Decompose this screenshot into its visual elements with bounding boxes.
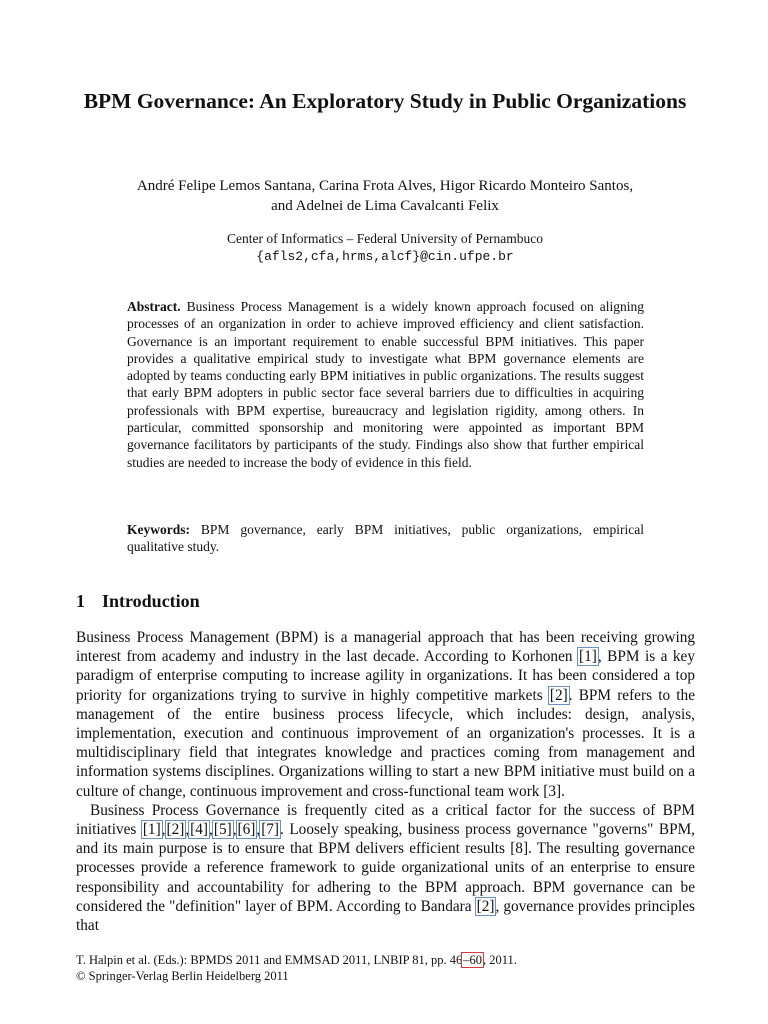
citation-link[interactable]: [7] bbox=[261, 821, 280, 839]
text-run: T. Halpin et al. (Eds.): BPMDS 2011 and EMMSAD 2011, LNBIP 81, pp. 46 bbox=[76, 953, 463, 967]
text-run: , 2011. bbox=[482, 953, 517, 967]
abstract-text: Business Process Management is a widely known approach focused on aligning processes of an organization in order to achieve improved efficiency and client satisfaction. Governance is an important requirement to enable successful BPM initiatives. This paper provides a qualitative empirical study to investigate what BPM governance elements are adopted by teams conducting early BPM initiatives in public organizations. The results suggest that early BPM adopters in public sector face several barriers due to difficulties in acquiring professionals with BPM expertise, bureaucracy and legislation rigidity, among others. In particular, committed sponsorship and monitoring were appointed as important BPM governance facilitators by participants of the study. Findings also show that further empirical studies are needed to increase the body of evidence in this field. bbox=[127, 299, 644, 470]
keywords-text: BPM governance, early BPM initiatives, public organizations, empirical qualitative study. bbox=[127, 522, 645, 555]
citation-link[interactable]: [1] bbox=[142, 821, 161, 839]
paragraph-2 bbox=[76, 801, 695, 935]
citation-link[interactable]: [4] bbox=[190, 821, 209, 839]
keywords bbox=[127, 521, 644, 556]
section-title: Introduction bbox=[102, 591, 200, 611]
citation-link[interactable]: [2] bbox=[476, 897, 495, 915]
citation-link[interactable]: [1] bbox=[579, 648, 597, 666]
text-run: , bbox=[209, 821, 213, 839]
text-run: Business Process Governance is frequently cited as a critical factor for the success of BPM initiatives bbox=[76, 801, 695, 839]
section-body bbox=[76, 628, 695, 935]
section-heading bbox=[76, 589, 200, 613]
page-range-link[interactable]: –60 bbox=[463, 953, 482, 967]
citation-link[interactable]: [5] bbox=[213, 821, 232, 839]
footer-line-1 bbox=[76, 952, 695, 968]
keywords-label: Keywords: bbox=[127, 522, 190, 537]
abstract-label: Abstract. bbox=[127, 299, 181, 314]
text-run: . Loosely speaking, business process governance "governs" BPM, and its main purpose is to ensure that BPM delivers efficient results [8]. The resulting governance processes provide a reference framework to guide organizational units of an enterprise to ensure responsibility and accountability for adhering to the BPM approach. BPM governance can be considered the "definition" layer of BPM. According to Bandara bbox=[76, 821, 696, 915]
paragraph-1 bbox=[76, 628, 695, 801]
paper-title: BPM Governance: An Exploratory Study in Public Organizations bbox=[83, 89, 687, 113]
text-run: . BPM refers to the management of the entire business process lifecycle, which includes: design, analysis, implementation, execution and continuous improvement of an organization's processes. It is a multidisciplinary field that integrates knowledge and practices coming from management and information systems disciplines. Organizations willing to start a new BPM initiative must build on a culture of change, continuous improvement and cross-functional team work [3]. bbox=[76, 686, 695, 800]
text-run: , bbox=[232, 821, 237, 839]
text-run: , bbox=[161, 821, 166, 839]
citation-link[interactable]: [2] bbox=[549, 686, 568, 704]
citation-link[interactable]: [2] bbox=[166, 821, 185, 839]
section-number: 1 bbox=[76, 591, 85, 611]
authors-line-2: and Adelnei de Lima Cavalcanti Felix bbox=[271, 198, 499, 214]
copyright-line: © Springer-Verlag Berlin Heidelberg 2011 bbox=[76, 969, 289, 983]
abstract bbox=[127, 298, 644, 471]
citation-link[interactable]: [6] bbox=[237, 821, 256, 839]
footer-citation bbox=[76, 952, 695, 984]
author-list bbox=[72, 176, 698, 216]
text-run: , governance provides principles that bbox=[76, 897, 695, 935]
author-emails: {afls2,cfa,hrms,alcf}@cin.ufpe.br bbox=[256, 249, 514, 264]
text-run: Business Process Management (BPM) is a managerial approach that has been receiving growing interest from academy and industry in the last decade. According to Korhonen bbox=[76, 629, 695, 666]
authors-line-1: André Felipe Lemos Santana, Carina Frota Alves, Higor Ricardo Monteiro Santos, bbox=[136, 178, 634, 194]
affiliation: Center of Informatics – Federal University of Pernambuco bbox=[226, 231, 544, 246]
text-run: , bbox=[256, 821, 261, 839]
text-run: , bbox=[185, 821, 190, 839]
affiliation-block bbox=[72, 230, 698, 266]
text-run: , BPM is a key paradigm of enterprise computing to increase agility in organizations. It has been considered a top priority for organizations trying to survive in highly competitive markets bbox=[76, 648, 695, 704]
